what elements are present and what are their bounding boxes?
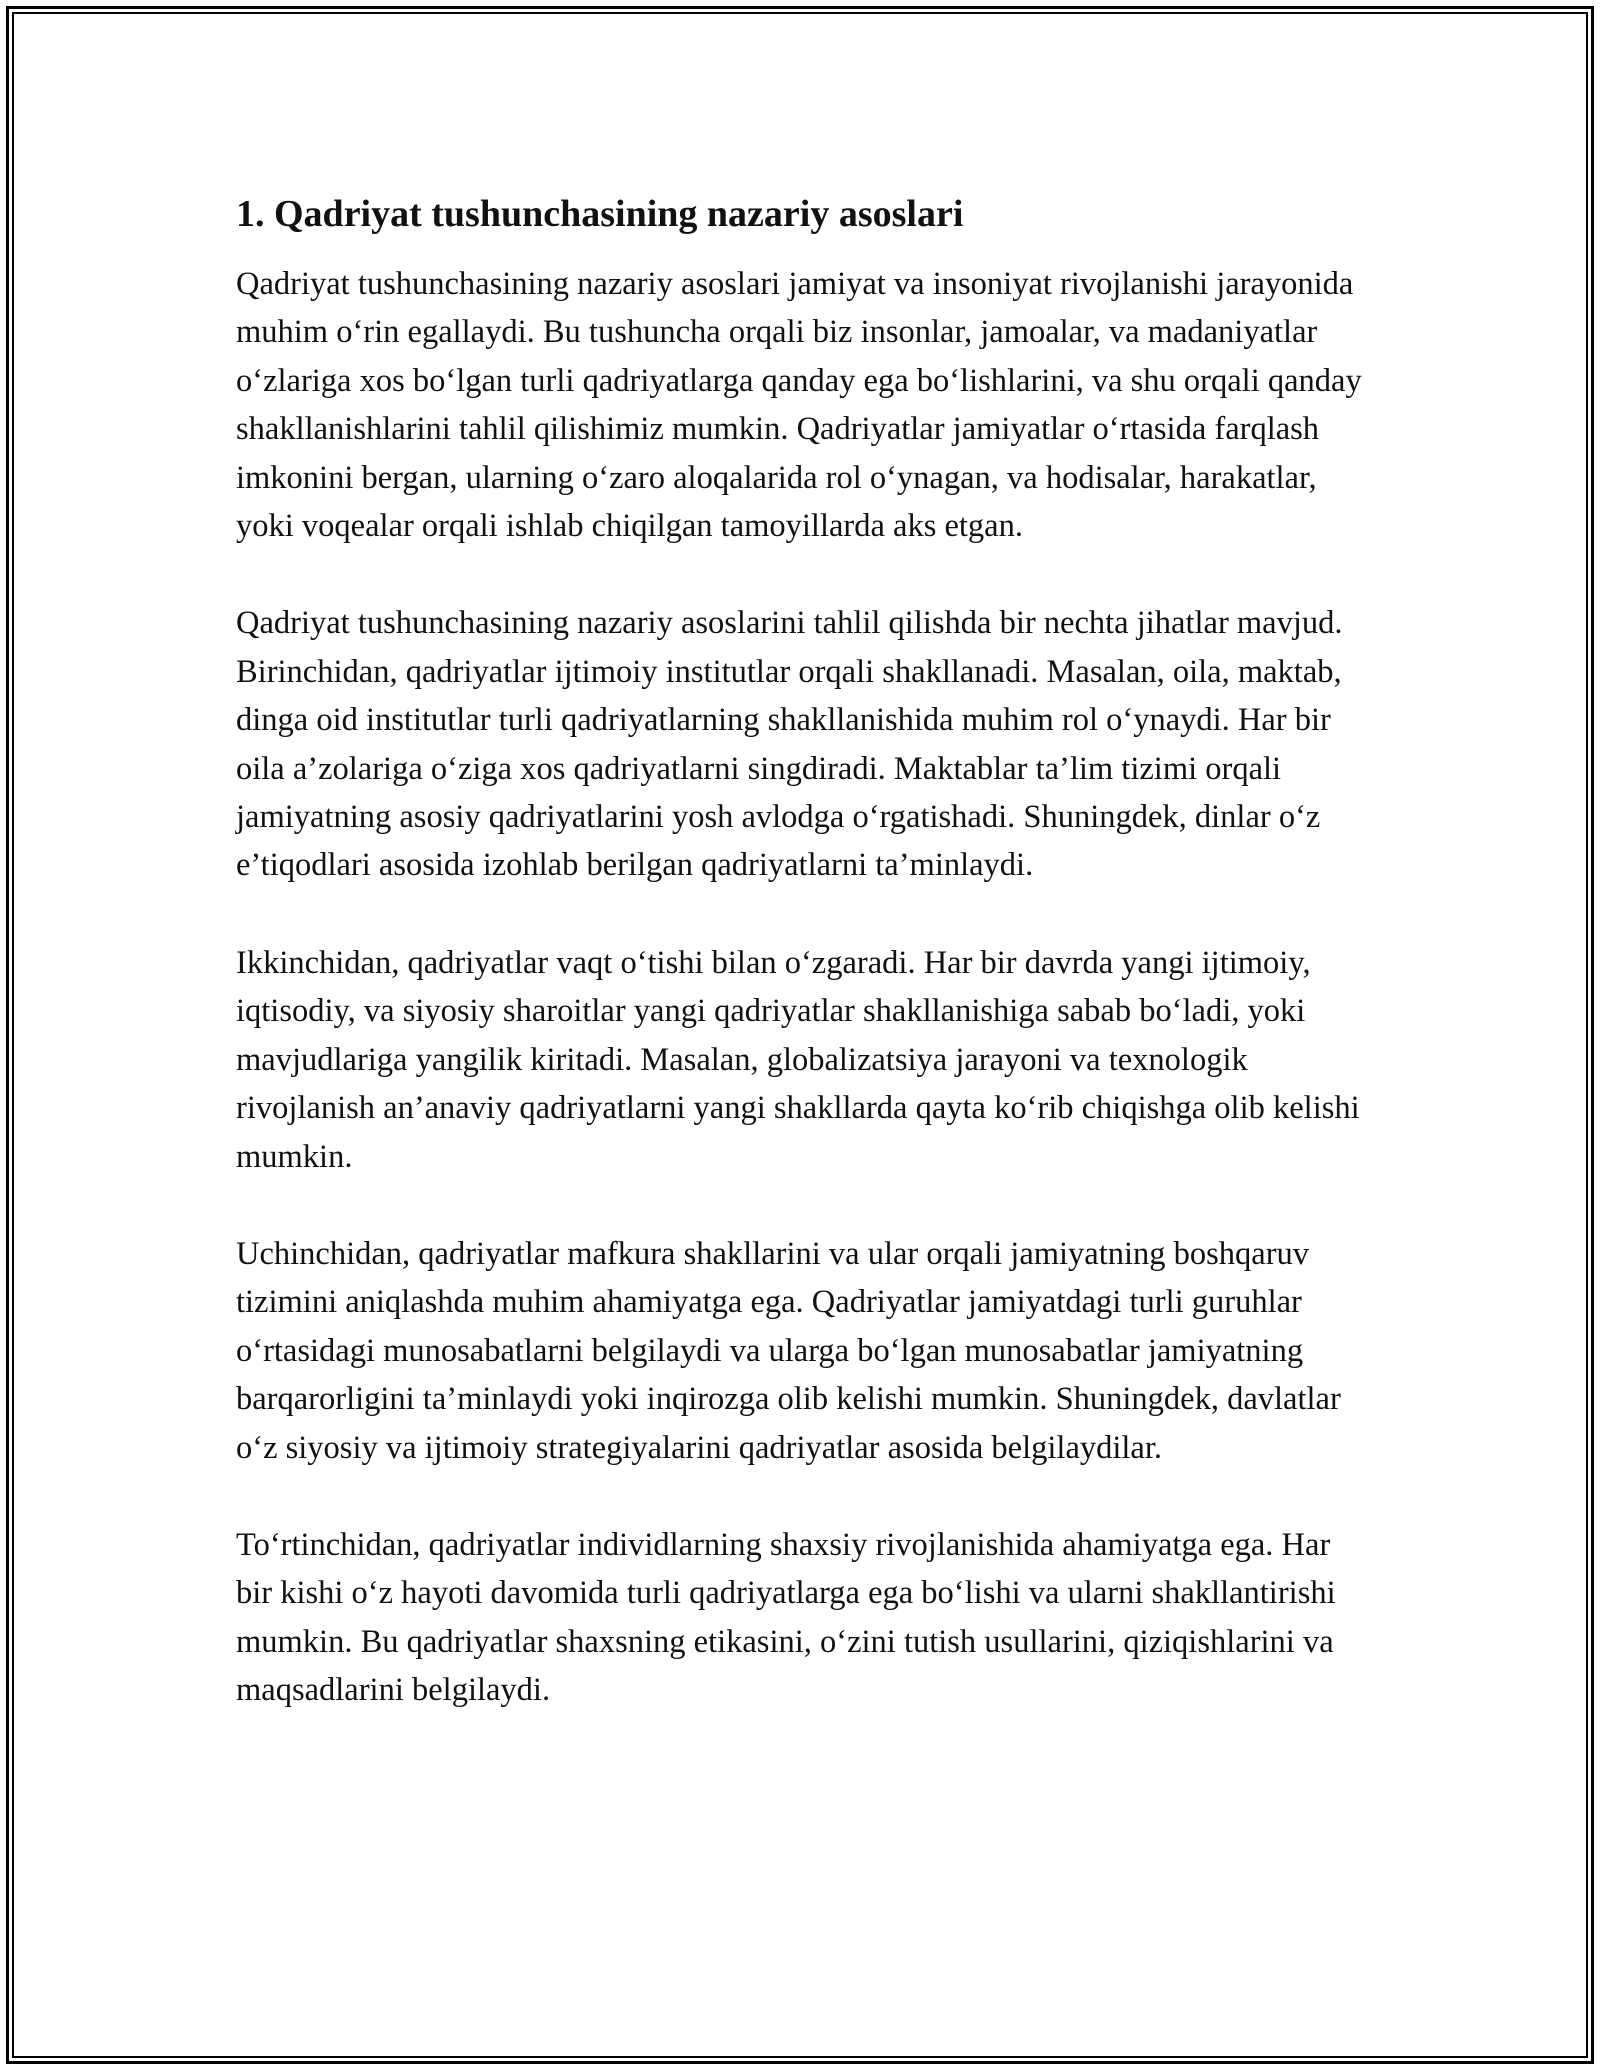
paragraph-fourth-aspect: To‘rtinchidan, qadriyatlar individlarning shaxsiy rivojlanishida ahamiyatga ega. Har bir kishi o‘z hayoti davomida turli qadriyatlarga ega bo‘lishi va ularni shakllantirishi mumkin. Bu qadriyatlar shaxsning etikasini, o‘zini tutish usullarini, qiziqishlarini va maqsadlarini belgilaydi. (236, 1526, 1336, 1709)
paragraph-second-aspect: Ikkinchidan, qadriyatlar vaqt o‘tishi bilan o‘zgaradi. Har bir davrda yangi ijtimoiy, iqtisodiy, va siyosiy sharoitlar yangi qadriyatlar shakllanishiga sabab bo‘ladi, yoki mavjudlariga yangilik kiritadi. Masalan, globalizatsiya jarayoni va texnologik rivojlanish an’anaviy qadriyatlarni yangi shakllarda qayta ko‘rib chiqishga olib kelishi mumkin. (236, 944, 1360, 1175)
paragraph-first-aspect: Qadriyat tushunchasining nazariy asoslarini tahlil qilishda bir nechta jihatlar mavjud. Birinchidan, qadriyatlar ijtimoiy institutlar orqali shakllanadi. Masalan, oila, maktab, dinga oid institutlar turli qadriyatlarning shakllanishida muhim rol o‘ynaydi. Har bir oila a’zolariga o‘ziga xos qadriyatlarni singdiradi. Maktablar ta’lim tizimi orqali jamiyatning asosiy qadriyatlarini yosh avlodga o‘rgatishadi. Shuningdek, dinlar o‘z e’tiqodlari asosida izohlab berilgan qadriyatlarni ta’minlaydi. (236, 605, 1343, 884)
paragraph-intro: Qadriyat tushunchasining nazariy asoslari jamiyat va insoniyat rivojlanishi jarayonida muhim o‘rin egallaydi. Bu tushuncha orqali biz insonlar, jamoalar, va madaniyatlar o‘zlariga xos bo‘lgan turli qadriyatlarga qanday ega bo‘lishlarini, va shu orqali qanday shakllanishlarini tahlil qilishimiz mumkin. Qadriyatlar jamiyatlar o‘rtasida farqlash imkonini bergan, ularning o‘zaro aloqalarida rol o‘ynagan, va hodisalar, harakatlar, yoki voqealar orqali ishlab chiqilgan tamoyillarda aks etgan. (236, 266, 1362, 545)
document-body (236, 186, 1372, 1715)
section-heading: 1. Qadriyat tushunchasining nazariy asoslari (236, 193, 964, 235)
paragraph-third-aspect: Uchinchidan, qadriyatlar mafkura shakllarini va ular orqali jamiyatning boshqaruv tizimini aniqlashda muhim ahamiyatga ega. Qadriyatlar jamiyatdagi turli guruhlar o‘rtasidagi munosabatlarni belgilaydi va ularga bo‘lgan munosabatlar jamiyatning barqarorligini ta’minlaydi yoki inqirozga olib kelishi mumkin. Shuningdek, davlatlar o‘z siyosiy va ijtimoiy strategiyalarini qadriyatlar asosida belgilaydilar. (236, 1235, 1341, 1466)
